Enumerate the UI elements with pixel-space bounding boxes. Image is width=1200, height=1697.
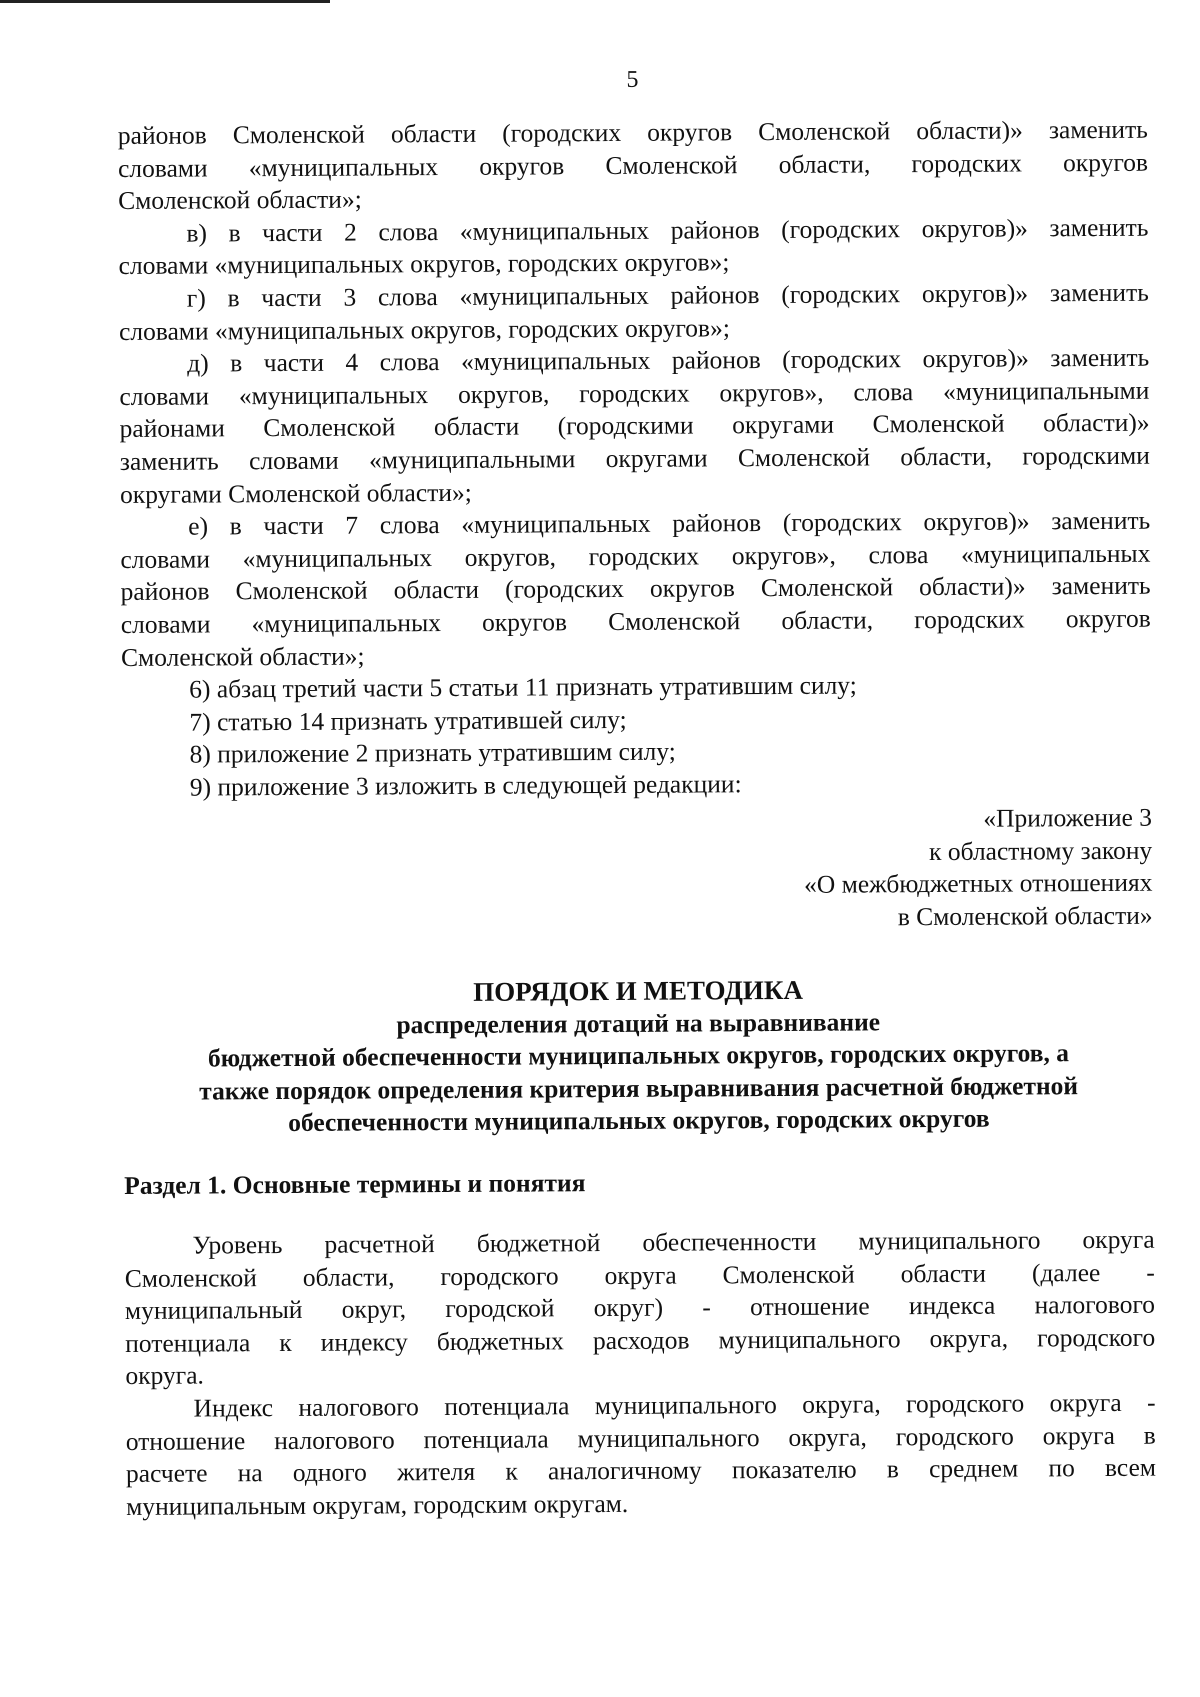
text-line: Смоленской области»; (120, 641, 365, 672)
appendix-line: в Смоленской области» (897, 900, 1153, 932)
section-title: Раздел 1. Основные термины и понятия (124, 1168, 586, 1200)
appendix-line: к областному закону (928, 835, 1153, 866)
text-line: районов Смоленской области (городских округов Смоленской области)» заменить (120, 571, 1151, 607)
definitions-text (125, 1224, 1157, 1524)
heading-title: ПОРЯДОК И МЕТОДИКА (473, 974, 804, 1007)
text-line: заменить словами «муниципальными округами Смоленской области, городскими (119, 440, 1150, 476)
text-line: словами «муниципальных округов Смоленской области, городских округов (117, 147, 1149, 183)
page-number: 5 (626, 66, 639, 93)
amendments-text (118, 114, 1152, 805)
paragraph-line: муниципальным округам, городским округам. (126, 1488, 629, 1521)
list-item-v: в) в части 2 слова «муниципальных районов (городских округов)» заменить (186, 212, 1149, 248)
text-line: районами Смоленской области (городскими округами Смоленской области)» (119, 408, 1150, 444)
scan-border-line (0, 0, 330, 3)
text-line: словами «муниципальных округов, городских округов»; (118, 247, 730, 281)
paragraph-line: Индекс налогового потенциала муниципального округа, городского округа - (193, 1387, 1156, 1423)
paragraph-line: расчете на одного жителя к аналогичному показателю в среднем по всем (125, 1452, 1157, 1489)
paragraph-line: Смоленской области, городского округа Смоленской области (далее - (124, 1257, 1155, 1293)
list-item-g: г) в части 3 слова «муниципальных районов (городских округов)» заменить (186, 277, 1149, 313)
text-line: словами «муниципальных округов, городских округов», слова «муниципальных (120, 538, 1151, 574)
list-item-8: 8) приложение 2 признать утратившим силу; (189, 736, 676, 769)
text-line: словами «муниципальных округов, городских округов»; (118, 312, 730, 346)
text-line: Смоленской области»; (118, 184, 362, 216)
text-line: словами «муниципальных округов Смоленской области, городских округов (120, 603, 1151, 639)
text-line: округами Смоленской области»; (119, 477, 472, 509)
paragraph-line: Уровень расчетной бюджетной обеспеченности муниципального округа (192, 1224, 1155, 1260)
list-item-d: д) в части 4 слова «муниципальных районов (городских округов)» заменить (187, 342, 1150, 378)
appendix-line: «Приложение 3 (983, 802, 1153, 833)
list-item-7: 7) статью 14 признать утратившей силу; (189, 704, 627, 737)
appendix-line: «О межбюджетных отношениях (804, 867, 1153, 900)
heading-line: также порядок определения критерия выравнивания расчетной бюджетной (199, 1070, 1079, 1106)
list-item-6: 6) абзац третий части 5 статьи 11 признать утратившим силу; (189, 670, 857, 704)
paragraph-line: отношение налогового потенциала муниципального округа, городского округа в (125, 1420, 1156, 1456)
paragraph-line: округа. (125, 1360, 204, 1391)
heading-line: распределения дотаций на выравнивание (396, 1006, 881, 1039)
heading-line: обеспеченности муниципальных округов, городских округов (288, 1104, 990, 1138)
text-line: районов Смоленской области (городских округов Смоленской области)» заменить (117, 114, 1148, 150)
list-item-e: е) в части 7 слова «муниципальных районов (городских округов)» заменить (188, 505, 1151, 541)
heading-line: бюджетной обеспеченности муниципальных округов, городских округов, а (207, 1038, 1070, 1073)
text-line: словами «муниципальных округов, городских округов», слова «муниципальными (119, 375, 1150, 411)
section-heading (124, 1164, 1154, 1203)
paragraph-line: муниципальный округ, городской округ) - отношение индекса налогового (124, 1289, 1156, 1326)
paragraph-line: потенциала к индексу бюджетных расходов муниципального округа, городского (125, 1322, 1156, 1358)
document-heading (123, 972, 1154, 1141)
appendix-reference (122, 802, 1153, 939)
list-item-9: 9) приложение 3 изложить в следующей редакции: (189, 769, 742, 802)
